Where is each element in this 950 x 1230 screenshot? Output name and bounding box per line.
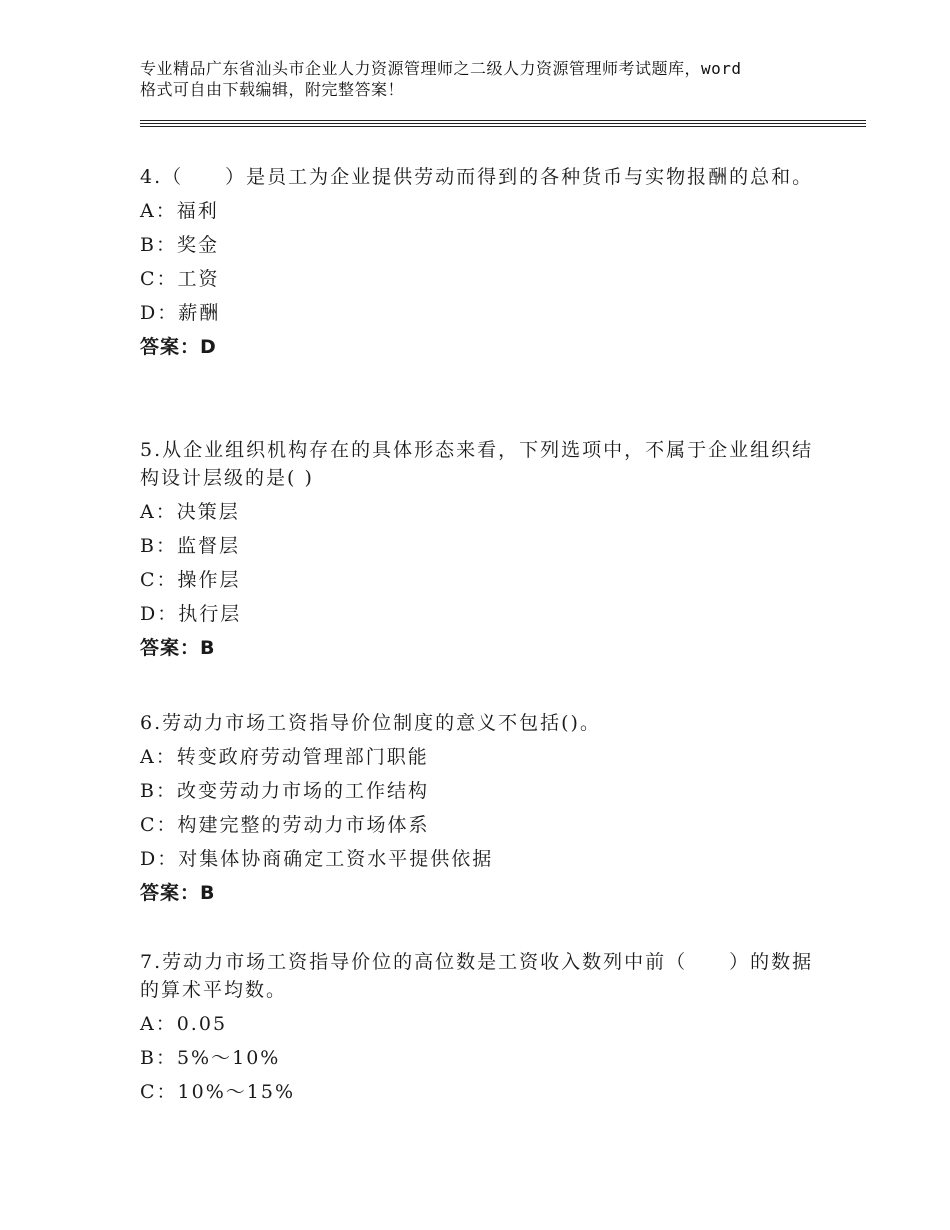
question-block-6 xyxy=(140,709,820,907)
option-c: C：10%～15% xyxy=(140,1081,295,1103)
option-c: C：操作层 xyxy=(140,569,241,591)
option-d: D：薪酬 xyxy=(140,302,221,324)
question-block-5 xyxy=(140,436,820,662)
option-b: B：5%～10% xyxy=(140,1047,281,1069)
option-c: C：工资 xyxy=(140,268,220,290)
header-line-2: 格式可自由下载编辑，附完整答案！ xyxy=(140,80,405,99)
option-a: A：福利 xyxy=(140,200,219,222)
question-stem: 7.劳动力市场工资指导价位的高位数是工资收入数列中前（ ）的数据的算术平均数。 xyxy=(140,951,814,1001)
answer-label: 答案：D xyxy=(140,336,217,358)
header-divider-line xyxy=(140,123,866,124)
option-a: A：转变政府劳动管理部门职能 xyxy=(140,746,429,768)
document-header xyxy=(140,58,840,100)
question-block-7 xyxy=(140,948,820,1112)
option-a: A：0.05 xyxy=(140,1013,228,1035)
question-block-4 xyxy=(140,163,820,361)
option-a: A：决策层 xyxy=(140,501,240,523)
question-stem: 4.（ ）是员工为企业提供劳动而得到的各种货币与实物报酬的总和。 xyxy=(140,166,814,188)
option-d: D：执行层 xyxy=(140,603,242,625)
answer-label: 答案：B xyxy=(140,882,216,904)
header-line-1: 专业精品广东省汕头市企业人力资源管理师之二级人力资源管理师考试题库，word xyxy=(140,59,742,78)
option-b: B：监督层 xyxy=(140,535,240,557)
header-divider-line xyxy=(140,126,866,127)
option-b: B：奖金 xyxy=(140,234,219,256)
option-b: B：改变劳动力市场的工作结构 xyxy=(140,780,429,802)
question-stem: 6.劳动力市场工资指导价位制度的意义不包括()。 xyxy=(140,712,601,734)
option-c: C：构建完整的劳动力市场体系 xyxy=(140,814,430,836)
answer-label: 答案：B xyxy=(140,637,216,659)
header-divider-line xyxy=(140,120,866,121)
option-d: D：对集体协商确定工资水平提供依据 xyxy=(140,848,494,870)
question-stem: 5.从企业组织机构存在的具体形态来看，下列选项中，不属于企业组织结构设计层级的是( ) xyxy=(140,439,814,489)
